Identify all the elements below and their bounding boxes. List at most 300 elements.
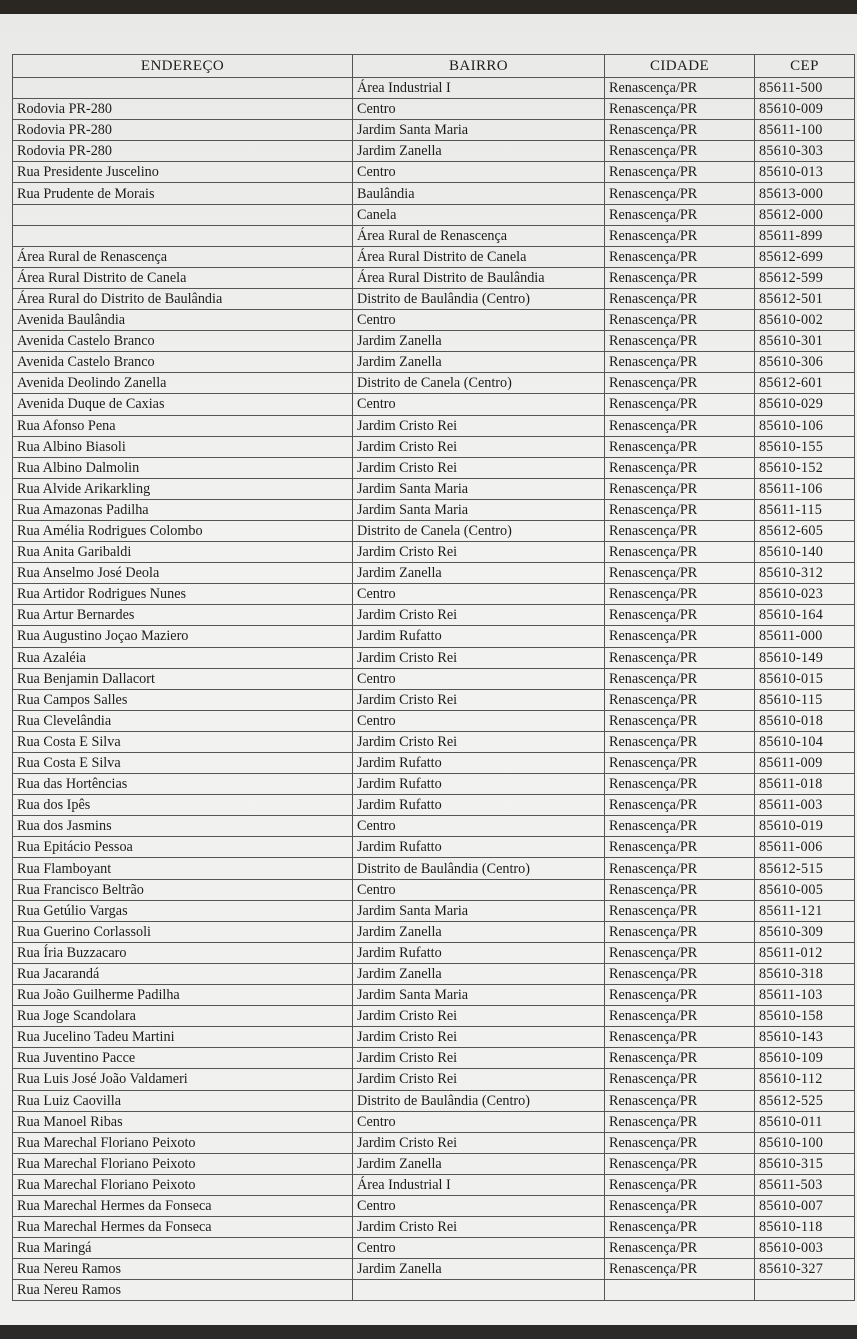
cidade-cell: Renascença/PR: [605, 816, 755, 837]
table-body: [13, 78, 855, 1301]
endereco-cell: Rua Amélia Rodrigues Colombo: [13, 520, 353, 541]
cidade-cell: Renascença/PR: [605, 499, 755, 520]
table-row: [13, 710, 855, 731]
endereco-cell: Rua Joge Scandolara: [13, 1006, 353, 1027]
cidade-cell: Renascença/PR: [605, 310, 755, 331]
header-endereco: ENDEREÇO: [13, 55, 353, 78]
cidade-cell: Renascença/PR: [605, 1027, 755, 1048]
table-row: [13, 288, 855, 309]
bairro-cell: Centro: [353, 584, 605, 605]
endereco-cell: Avenida Baulândia: [13, 310, 353, 331]
cidade-cell: Renascença/PR: [605, 415, 755, 436]
cep-cell: 85612-601: [755, 373, 855, 394]
table-row: [13, 879, 855, 900]
table-row: [13, 774, 855, 795]
table-row: [13, 668, 855, 689]
bairro-cell: Jardim Rufatto: [353, 626, 605, 647]
endereco-cell: Rua Anita Garibaldi: [13, 542, 353, 563]
cep-cell: 85610-152: [755, 457, 855, 478]
bairro-cell: Centro: [353, 310, 605, 331]
cep-cell: 85610-312: [755, 563, 855, 584]
endereco-cell: [13, 225, 353, 246]
endereco-cell: Rua Artur Bernardes: [13, 605, 353, 626]
endereco-cell: Rua dos Jasmins: [13, 816, 353, 837]
cep-cell: 85610-158: [755, 1006, 855, 1027]
bairro-cell: Distrito de Canela (Centro): [353, 373, 605, 394]
cidade-cell: Renascença/PR: [605, 921, 755, 942]
cep-cell: 85610-002: [755, 310, 855, 331]
cidade-cell: Renascença/PR: [605, 1153, 755, 1174]
cidade-cell: Renascença/PR: [605, 183, 755, 204]
cep-cell: 85611-009: [755, 753, 855, 774]
table-row: [13, 204, 855, 225]
bairro-cell: Jardim Cristo Rei: [353, 415, 605, 436]
cep-cell: 85610-015: [755, 668, 855, 689]
cidade-cell: Renascença/PR: [605, 1069, 755, 1090]
cidade-cell: Renascença/PR: [605, 1238, 755, 1259]
table-row: [13, 963, 855, 984]
cep-cell: 85610-007: [755, 1195, 855, 1216]
endereco-cell: Rua Epitácio Pessoa: [13, 837, 353, 858]
cidade-cell: Renascença/PR: [605, 1195, 755, 1216]
cidade-cell: Renascença/PR: [605, 879, 755, 900]
bairro-cell: Jardim Zanella: [353, 1259, 605, 1280]
cep-cell: 85612-000: [755, 204, 855, 225]
bairro-cell: Jardim Cristo Rei: [353, 436, 605, 457]
cidade-cell: Renascença/PR: [605, 457, 755, 478]
table-row: [13, 1006, 855, 1027]
bairro-cell: Jardim Cristo Rei: [353, 542, 605, 563]
table-row: [13, 1153, 855, 1174]
endereco-cell: Avenida Castelo Branco: [13, 352, 353, 373]
cep-cell: 85612-525: [755, 1090, 855, 1111]
cep-cell: 85610-019: [755, 816, 855, 837]
cep-cell: 85610-109: [755, 1048, 855, 1069]
endereco-cell: Rua Albino Dalmolin: [13, 457, 353, 478]
endereco-cell: Rodovia PR-280: [13, 120, 353, 141]
table-row: [13, 731, 855, 752]
bairro-cell: Jardim Zanella: [353, 141, 605, 162]
endereco-cell: Rua Afonso Pena: [13, 415, 353, 436]
bairro-cell: Jardim Cristo Rei: [353, 1132, 605, 1153]
bairro-cell: Centro: [353, 816, 605, 837]
cep-cell: 85610-003: [755, 1238, 855, 1259]
endereco-cell: Rua Artidor Rodrigues Nunes: [13, 584, 353, 605]
cep-cell: 85610-104: [755, 731, 855, 752]
cidade-cell: Renascença/PR: [605, 837, 755, 858]
table-row: [13, 985, 855, 1006]
table-row: [13, 352, 855, 373]
cidade-cell: Renascença/PR: [605, 288, 755, 309]
bairro-cell: Baulândia: [353, 183, 605, 204]
cidade-cell: Renascença/PR: [605, 900, 755, 921]
cep-cell: 85610-009: [755, 99, 855, 120]
bairro-cell: Centro: [353, 710, 605, 731]
endereco-cell: Rua Íria Buzzacaro: [13, 942, 353, 963]
cep-cell: 85611-100: [755, 120, 855, 141]
cep-cell: 85611-503: [755, 1174, 855, 1195]
endereco-cell: Rua Costa E Silva: [13, 753, 353, 774]
table-row: [13, 1069, 855, 1090]
cep-cell: 85610-301: [755, 331, 855, 352]
endereco-cell: Avenida Duque de Caxias: [13, 394, 353, 415]
cep-cell: 85612-501: [755, 288, 855, 309]
bairro-cell: Jardim Cristo Rei: [353, 457, 605, 478]
endereco-cell: Rua Marechal Floriano Peixoto: [13, 1132, 353, 1153]
endereco-cell: Área Rural Distrito de Canela: [13, 267, 353, 288]
cidade-cell: Renascença/PR: [605, 1048, 755, 1069]
endereco-cell: Rua Francisco Beltrão: [13, 879, 353, 900]
endereco-cell: Rua Prudente de Morais: [13, 183, 353, 204]
bairro-cell: Distrito de Canela (Centro): [353, 520, 605, 541]
endereco-cell: Rua Getúlio Vargas: [13, 900, 353, 921]
table-row: [13, 457, 855, 478]
endereco-cell: Rua Anselmo José Deola: [13, 563, 353, 584]
cidade-cell: Renascença/PR: [605, 1174, 755, 1195]
table-row: [13, 900, 855, 921]
cidade-cell: Renascença/PR: [605, 436, 755, 457]
cep-cell: 85612-699: [755, 246, 855, 267]
cidade-cell: Renascença/PR: [605, 942, 755, 963]
bairro-cell: Área Industrial I: [353, 1174, 605, 1195]
table-row: [13, 1195, 855, 1216]
bairro-cell: Jardim Santa Maria: [353, 120, 605, 141]
bairro-cell: Jardim Rufatto: [353, 837, 605, 858]
table-row: [13, 1238, 855, 1259]
cidade-cell: Renascença/PR: [605, 753, 755, 774]
cidade-cell: Renascença/PR: [605, 520, 755, 541]
endereco-cell: Rua João Guilherme Padilha: [13, 985, 353, 1006]
cidade-cell: Renascença/PR: [605, 373, 755, 394]
cidade-cell: Renascença/PR: [605, 1006, 755, 1027]
table-row: [13, 1090, 855, 1111]
cidade-cell: Renascença/PR: [605, 710, 755, 731]
endereco-cell: [13, 78, 353, 99]
endereco-cell: Área Rural de Renascença: [13, 246, 353, 267]
bairro-cell: Área Rural Distrito de Baulândia: [353, 267, 605, 288]
table-row: [13, 1027, 855, 1048]
table-row: [13, 1111, 855, 1132]
endereco-cell: Rua Amazonas Padilha: [13, 499, 353, 520]
table-row: [13, 858, 855, 879]
cidade-cell: Renascença/PR: [605, 225, 755, 246]
table-row: [13, 246, 855, 267]
endereco-cell: Rua Costa E Silva: [13, 731, 353, 752]
table-row: [13, 816, 855, 837]
cidade-cell: Renascença/PR: [605, 204, 755, 225]
table-row: [13, 1280, 855, 1301]
table-row: [13, 647, 855, 668]
table-row: [13, 626, 855, 647]
header-cidade: CIDADE: [605, 55, 755, 78]
paper-sheet: [0, 14, 857, 1325]
bairro-cell: Jardim Zanella: [353, 331, 605, 352]
endereco-cell: Rua Campos Salles: [13, 689, 353, 710]
bairro-cell: Distrito de Baulândia (Centro): [353, 288, 605, 309]
table-row: [13, 837, 855, 858]
bairro-cell: Jardim Cristo Rei: [353, 1048, 605, 1069]
endereco-cell: Rua Benjamin Dallacort: [13, 668, 353, 689]
cep-cell: 85610-309: [755, 921, 855, 942]
cep-cell: 85610-100: [755, 1132, 855, 1153]
endereco-cell: Rua Alvide Arikarkling: [13, 478, 353, 499]
bairro-cell: Jardim Santa Maria: [353, 499, 605, 520]
cep-cell: 85611-500: [755, 78, 855, 99]
cidade-cell: [605, 1280, 755, 1301]
endereco-cell: [13, 204, 353, 225]
bairro-cell: Distrito de Baulândia (Centro): [353, 858, 605, 879]
cep-cell: 85610-106: [755, 415, 855, 436]
bairro-cell: Área Rural Distrito de Canela: [353, 246, 605, 267]
endereco-cell: Rua Albino Biasoli: [13, 436, 353, 457]
endereco-cell: Rua das Hortências: [13, 774, 353, 795]
table-row: [13, 331, 855, 352]
table-row: [13, 99, 855, 120]
table-row: [13, 78, 855, 99]
cidade-cell: Renascença/PR: [605, 1090, 755, 1111]
cidade-cell: Renascença/PR: [605, 542, 755, 563]
table-row: [13, 753, 855, 774]
bairro-cell: Jardim Santa Maria: [353, 985, 605, 1006]
table-row: [13, 436, 855, 457]
table-row: [13, 542, 855, 563]
table-row: [13, 415, 855, 436]
cep-cell: 85610-005: [755, 879, 855, 900]
endereco-cell: Rua Augustino Joçao Maziero: [13, 626, 353, 647]
table-row: [13, 267, 855, 288]
cep-cell: 85610-018: [755, 710, 855, 731]
cidade-cell: Renascença/PR: [605, 647, 755, 668]
cidade-cell: Renascença/PR: [605, 963, 755, 984]
cep-cell: 85610-011: [755, 1111, 855, 1132]
table-row: [13, 1048, 855, 1069]
table-row: [13, 394, 855, 415]
bairro-cell: Jardim Cristo Rei: [353, 731, 605, 752]
cep-cell: 85610-149: [755, 647, 855, 668]
bairro-cell: Jardim Cristo Rei: [353, 647, 605, 668]
table-row: [13, 373, 855, 394]
cep-cell: 85611-012: [755, 942, 855, 963]
cidade-cell: Renascença/PR: [605, 99, 755, 120]
cidade-cell: Renascença/PR: [605, 246, 755, 267]
bairro-cell: Jardim Zanella: [353, 1153, 605, 1174]
table-row: [13, 584, 855, 605]
endereco-cell: Rua Presidente Juscelino: [13, 162, 353, 183]
bairro-cell: Jardim Cristo Rei: [353, 1069, 605, 1090]
bairro-cell: Jardim Cristo Rei: [353, 689, 605, 710]
cidade-cell: Renascença/PR: [605, 605, 755, 626]
bairro-cell: Jardim Rufatto: [353, 942, 605, 963]
bairro-cell: Jardim Zanella: [353, 921, 605, 942]
cidade-cell: Renascença/PR: [605, 141, 755, 162]
table-row: [13, 795, 855, 816]
cidade-cell: Renascença/PR: [605, 478, 755, 499]
bairro-cell: Centro: [353, 879, 605, 900]
table-row: [13, 1259, 855, 1280]
bairro-cell: Centro: [353, 394, 605, 415]
cidade-cell: Renascença/PR: [605, 584, 755, 605]
endereco-cell: Rua Luis José João Valdameri: [13, 1069, 353, 1090]
cep-cell: 85611-899: [755, 225, 855, 246]
cidade-cell: Renascença/PR: [605, 774, 755, 795]
header-cep: CEP: [755, 55, 855, 78]
cidade-cell: Renascença/PR: [605, 331, 755, 352]
bairro-cell: Canela: [353, 204, 605, 225]
bairro-cell: Jardim Rufatto: [353, 753, 605, 774]
endereco-cell: Rua Juventino Pacce: [13, 1048, 353, 1069]
cep-cell: [755, 1280, 855, 1301]
cidade-cell: Renascença/PR: [605, 267, 755, 288]
bairro-cell: Jardim Cristo Rei: [353, 1217, 605, 1238]
cep-cell: 85610-164: [755, 605, 855, 626]
cidade-cell: Renascença/PR: [605, 858, 755, 879]
endereco-cell: Rodovia PR-280: [13, 141, 353, 162]
endereco-cell: Rua Nereu Ramos: [13, 1259, 353, 1280]
cep-cell: 85612-605: [755, 520, 855, 541]
table-row: [13, 141, 855, 162]
bairro-cell: Jardim Zanella: [353, 352, 605, 373]
cep-cell: 85610-315: [755, 1153, 855, 1174]
cidade-cell: Renascença/PR: [605, 162, 755, 183]
endereco-cell: Rua Nereu Ramos: [13, 1280, 353, 1301]
cidade-cell: Renascença/PR: [605, 985, 755, 1006]
endereco-cell: Rua Luiz Caovilla: [13, 1090, 353, 1111]
bairro-cell: Área Industrial I: [353, 78, 605, 99]
bairro-cell: Centro: [353, 1238, 605, 1259]
endereco-cell: Rua Marechal Floriano Peixoto: [13, 1153, 353, 1174]
endereco-cell: Rua Azaléia: [13, 647, 353, 668]
cep-cell: 85610-140: [755, 542, 855, 563]
cep-cell: 85610-115: [755, 689, 855, 710]
cep-cell: 85611-103: [755, 985, 855, 1006]
table-row: [13, 689, 855, 710]
table-row: [13, 605, 855, 626]
cidade-cell: Renascença/PR: [605, 795, 755, 816]
endereco-cell: Rua Marechal Hermes da Fonseca: [13, 1195, 353, 1216]
bairro-cell: Jardim Rufatto: [353, 774, 605, 795]
cidade-cell: Renascença/PR: [605, 1132, 755, 1153]
cidade-cell: Renascença/PR: [605, 120, 755, 141]
table-row: [13, 162, 855, 183]
table-row: [13, 921, 855, 942]
cidade-cell: Renascença/PR: [605, 731, 755, 752]
cidade-cell: Renascença/PR: [605, 78, 755, 99]
table-row: [13, 183, 855, 204]
bairro-cell: Jardim Rufatto: [353, 795, 605, 816]
cep-cell: 85611-000: [755, 626, 855, 647]
cep-cell: 85610-029: [755, 394, 855, 415]
bairro-cell: Jardim Cristo Rei: [353, 1027, 605, 1048]
cidade-cell: Renascença/PR: [605, 626, 755, 647]
cidade-cell: Renascença/PR: [605, 689, 755, 710]
cidade-cell: Renascença/PR: [605, 1259, 755, 1280]
cep-cell: 85612-599: [755, 267, 855, 288]
table-row: [13, 225, 855, 246]
table-row: [13, 1132, 855, 1153]
bairro-cell: Jardim Zanella: [353, 563, 605, 584]
endereco-cell: Rua Manoel Ribas: [13, 1111, 353, 1132]
table-row: [13, 499, 855, 520]
table-row: [13, 520, 855, 541]
endereco-cell: Área Rural do Distrito de Baulândia: [13, 288, 353, 309]
bairro-cell: Área Rural de Renascença: [353, 225, 605, 246]
table-row: [13, 563, 855, 584]
bairro-cell: Jardim Santa Maria: [353, 900, 605, 921]
bairro-cell: Jardim Cristo Rei: [353, 605, 605, 626]
endereco-cell: Rodovia PR-280: [13, 99, 353, 120]
endereco-cell: Rua Guerino Corlassoli: [13, 921, 353, 942]
cep-cell: 85610-303: [755, 141, 855, 162]
table-row: [13, 478, 855, 499]
cidade-cell: Renascença/PR: [605, 352, 755, 373]
cidade-cell: Renascença/PR: [605, 1111, 755, 1132]
photo-dark-edge: [0, 1325, 857, 1339]
header-bairro: BAIRRO: [353, 55, 605, 78]
cep-cell: 85613-000: [755, 183, 855, 204]
bairro-cell: Centro: [353, 1111, 605, 1132]
cep-cell: 85610-143: [755, 1027, 855, 1048]
bairro-cell: [353, 1280, 605, 1301]
address-table: [12, 54, 855, 1301]
table-row: [13, 942, 855, 963]
table-row: [13, 310, 855, 331]
endereco-cell: Rua Jacarandá: [13, 963, 353, 984]
endereco-cell: Rua Maringá: [13, 1238, 353, 1259]
cep-cell: 85612-515: [755, 858, 855, 879]
bairro-cell: Jardim Cristo Rei: [353, 1006, 605, 1027]
bairro-cell: Centro: [353, 162, 605, 183]
cep-cell: 85610-318: [755, 963, 855, 984]
endereco-cell: Rua Marechal Floriano Peixoto: [13, 1174, 353, 1195]
endereco-cell: Avenida Castelo Branco: [13, 331, 353, 352]
cep-cell: 85610-118: [755, 1217, 855, 1238]
cep-cell: 85610-155: [755, 436, 855, 457]
bairro-cell: Jardim Santa Maria: [353, 478, 605, 499]
cep-cell: 85611-115: [755, 499, 855, 520]
cidade-cell: Renascença/PR: [605, 394, 755, 415]
cep-cell: 85610-023: [755, 584, 855, 605]
table-row: [13, 1217, 855, 1238]
cidade-cell: Renascença/PR: [605, 563, 755, 584]
bairro-cell: Centro: [353, 1195, 605, 1216]
address-table-wrapper: [12, 54, 854, 1301]
cidade-cell: Renascença/PR: [605, 668, 755, 689]
bairro-cell: Distrito de Baulândia (Centro): [353, 1090, 605, 1111]
cep-cell: 85611-121: [755, 900, 855, 921]
cep-cell: 85610-112: [755, 1069, 855, 1090]
cep-cell: 85610-306: [755, 352, 855, 373]
cep-cell: 85610-327: [755, 1259, 855, 1280]
endereco-cell: Rua Jucelino Tadeu Martini: [13, 1027, 353, 1048]
bairro-cell: Jardim Zanella: [353, 963, 605, 984]
bairro-cell: Centro: [353, 668, 605, 689]
endereco-cell: Rua Flamboyant: [13, 858, 353, 879]
endereco-cell: Avenida Deolindo Zanella: [13, 373, 353, 394]
bairro-cell: Centro: [353, 99, 605, 120]
table-row: [13, 1174, 855, 1195]
cep-cell: 85610-013: [755, 162, 855, 183]
table-row: [13, 120, 855, 141]
cep-cell: 85611-003: [755, 795, 855, 816]
cep-cell: 85611-006: [755, 837, 855, 858]
endereco-cell: Rua Clevelândia: [13, 710, 353, 731]
endereco-cell: Rua dos Ipês: [13, 795, 353, 816]
cidade-cell: Renascença/PR: [605, 1217, 755, 1238]
table-header-row: [13, 55, 855, 78]
cep-cell: 85611-018: [755, 774, 855, 795]
endereco-cell: Rua Marechal Hermes da Fonseca: [13, 1217, 353, 1238]
cep-cell: 85611-106: [755, 478, 855, 499]
